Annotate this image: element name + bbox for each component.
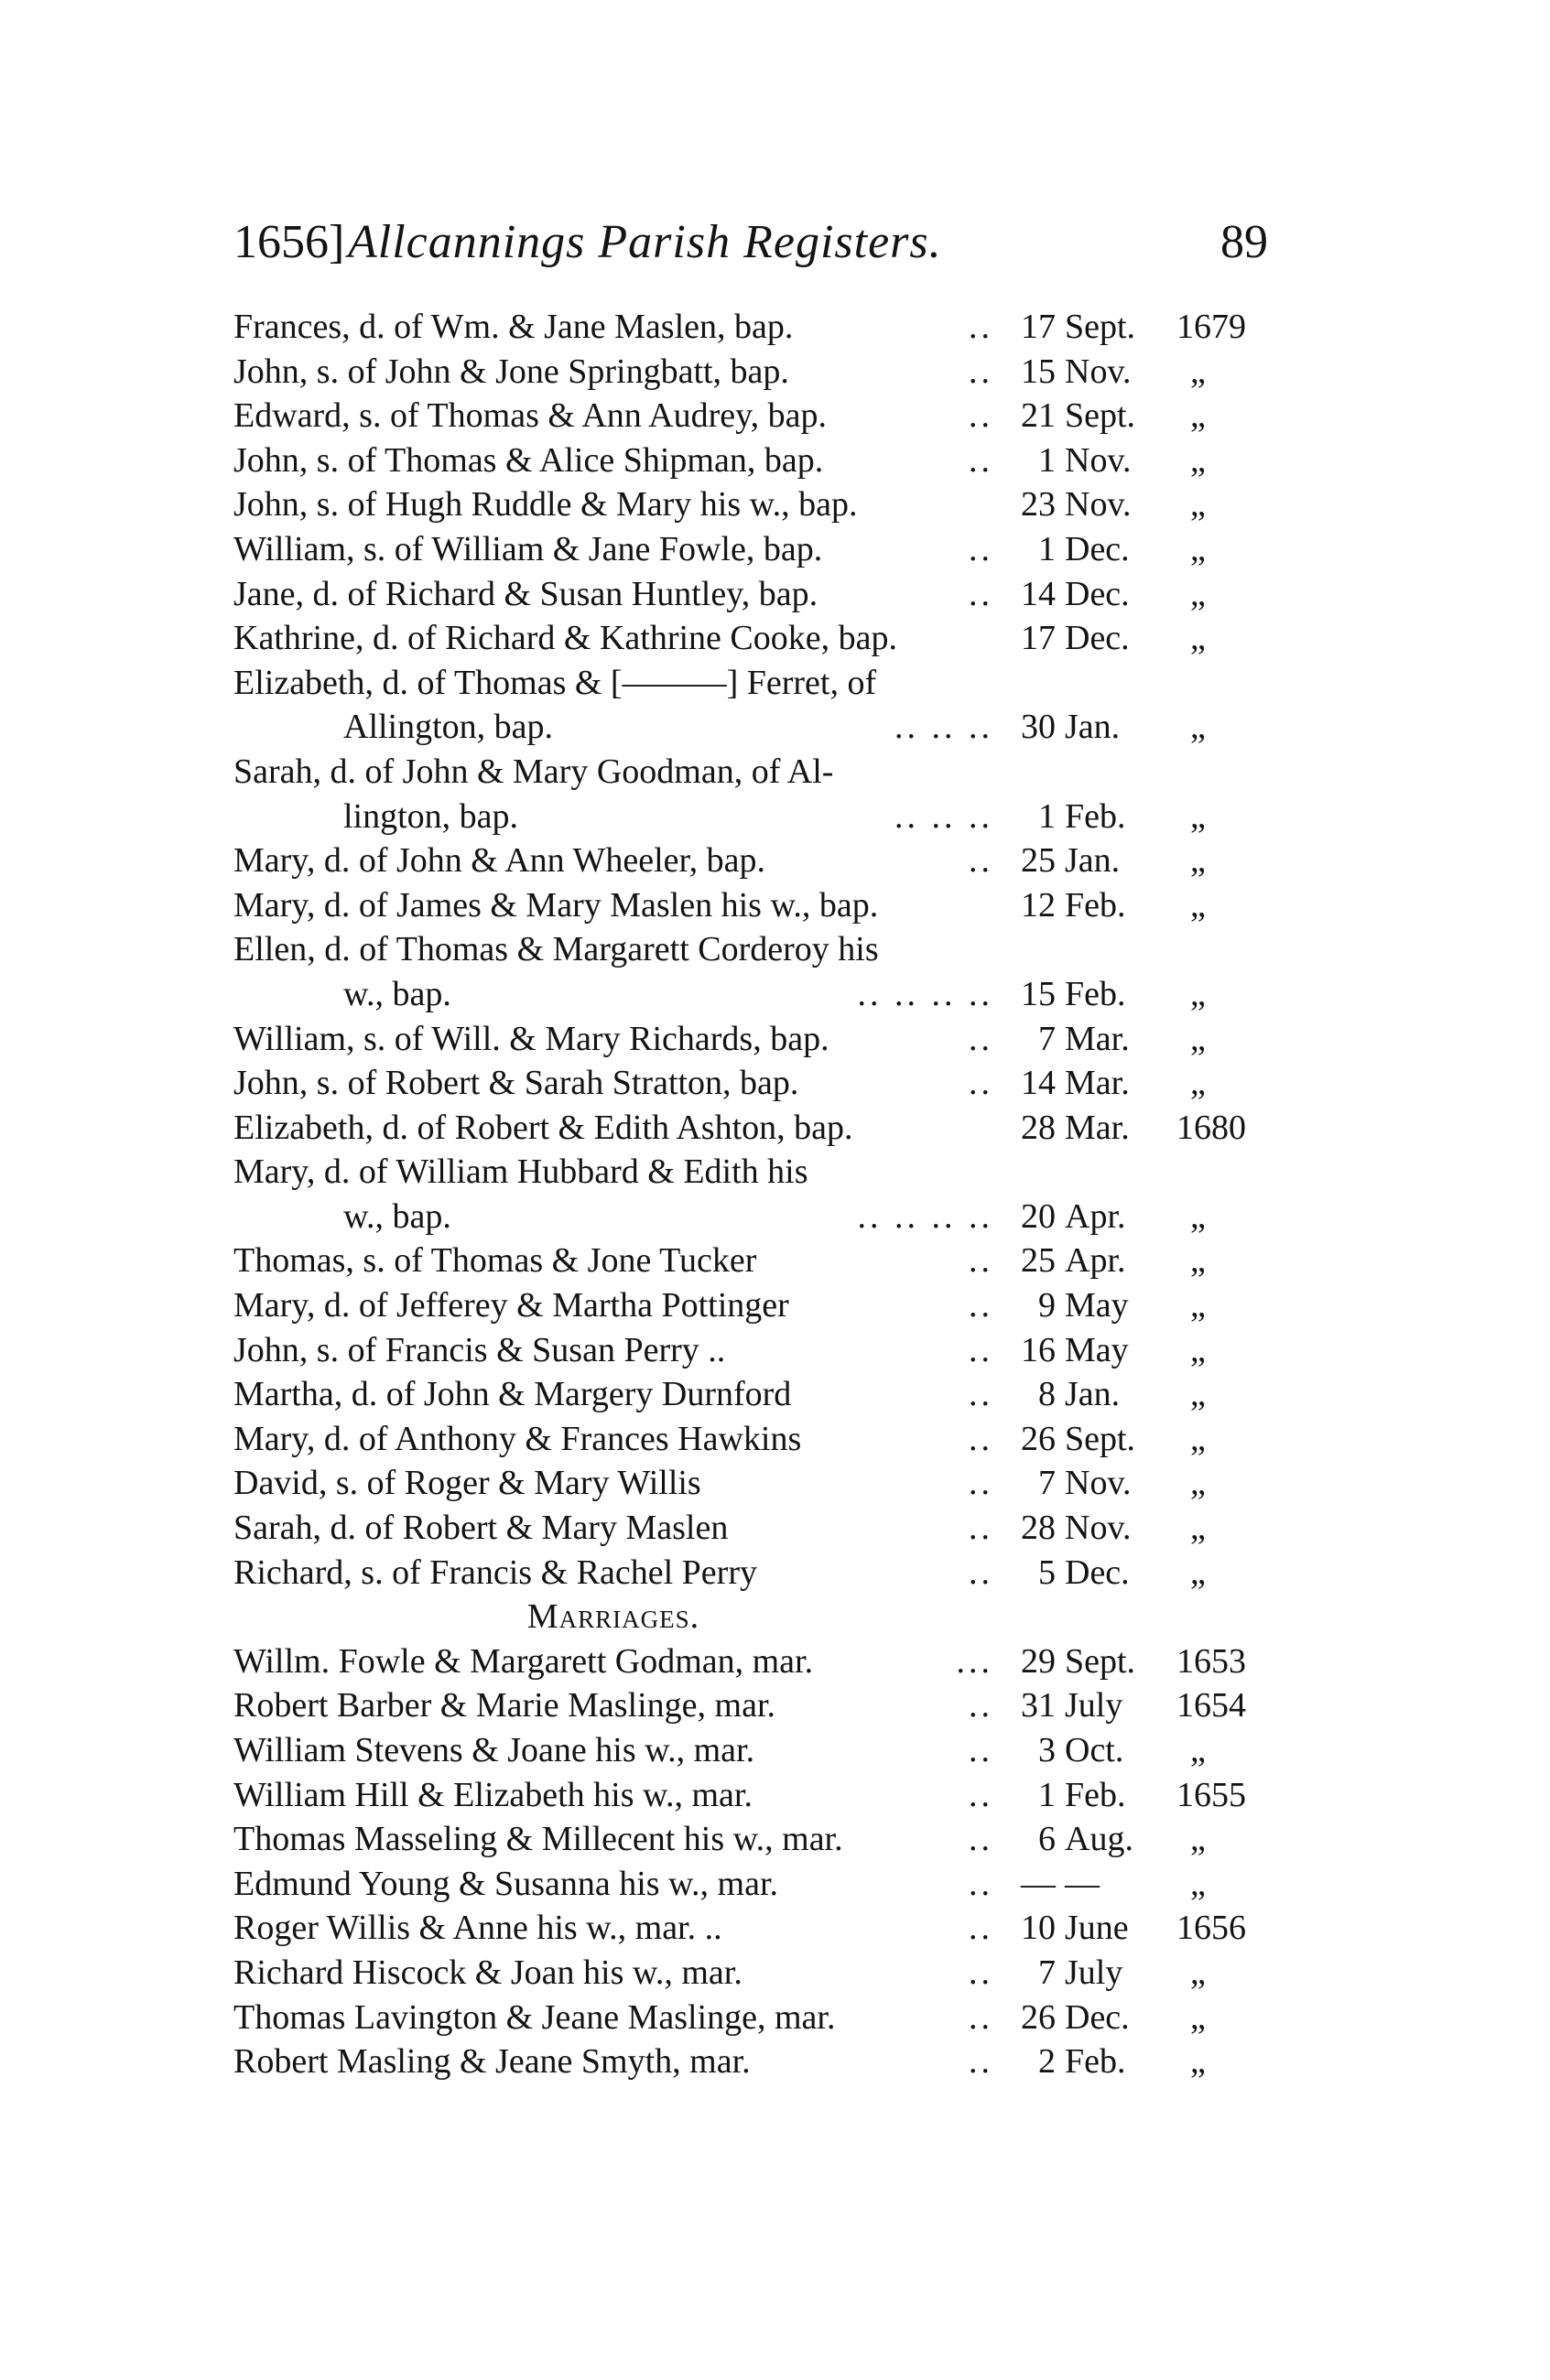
entry-name [233,1862,993,1907]
entry-name [343,1195,993,1239]
header-title: Allcannings Parish Registers. [348,216,942,268]
register-entry [233,394,1268,438]
entry-month: Dec. [1065,529,1130,568]
leader-dots: .. [963,1372,993,1417]
ditto-mark: „ [1190,396,1206,436]
entry-name-text: William Stevens & Joane his w., mar. [233,1731,755,1769]
page-number: 89 [1220,216,1268,268]
entry-day: 31 [1021,1686,1056,1726]
entry-name [343,705,993,750]
entry-name-text: Allington, bap. [343,708,554,747]
entry-name-text: w., bap. [343,1196,451,1236]
leader-dots: .. [963,1506,993,1551]
entry-name [233,1239,993,1283]
register-entry [233,350,1268,395]
leader-dots: .. [963,394,993,438]
register-entry [233,1817,1268,1862]
entry-name-text: David, s. of Roger & Mary Willis [233,1464,701,1503]
entry-day: 2 [1038,2042,1056,2082]
leader-dots: .. [963,1683,993,1728]
leader-dots: .. .. .. [889,795,993,839]
entry-name [233,883,993,928]
leader-dots: .. [963,1817,993,1862]
leader-dots: .. .. .. .. [852,972,994,1017]
entry-name [233,2039,993,2084]
ditto-mark: „ [1190,841,1206,881]
entry-name [233,527,993,572]
leader-dots: .. [963,1283,993,1328]
entry-day: 7 [1038,1953,1056,1992]
header-year: 1656] [233,216,345,268]
entry-name-text: Marriages. [526,1597,700,1637]
entry-name-text: William, s. of Will. & Mary Richards, bap. [233,1019,829,1058]
entry-year: 1655 [1176,1775,1246,1814]
entry-month: Apr. [1065,1241,1126,1281]
register-entry [233,438,1268,483]
entry-name [233,1773,993,1818]
entry-name-text: William, s. of William & Jane Fowle, bap. [233,529,823,568]
ditto-mark: „ [1190,1019,1206,1058]
ditto-mark: „ [1190,485,1206,525]
leader-dots: .. [963,572,993,617]
entry-name-text: Richard Hiscock & Joan his w., mar. [233,1953,742,1992]
register-entry [233,1728,1268,1773]
entry-name-text: Martha, d. of John & Margery Durnford [233,1375,792,1414]
entry-month: — [1065,1864,1100,1903]
register-entry [233,1195,1268,1239]
entry-day: 28 [1021,1108,1056,1147]
entry-name [343,972,993,1017]
entry-month: Feb. [1065,1775,1126,1814]
leader-dots: .. [963,2039,993,2084]
entry-year: 1654 [1176,1686,1246,1726]
entry-month: Oct. [1065,1731,1124,1769]
entry-month: Jan. [1065,841,1121,881]
entry-name-text: lington, bap. [343,796,519,836]
register-entry [233,661,1268,706]
entry-month: Sept. [1065,396,1136,436]
entry-month: Nov. [1065,1464,1132,1503]
entry-name-text: John, s. of Robert & Sarah Stratton, bap. [233,1064,799,1103]
register-entry [233,1906,1268,1951]
register-entry [233,1506,1268,1551]
entry-name-text: Elizabeth, d. of Thomas & [———] Ferret, of [233,663,877,702]
register-entry [233,838,1268,883]
leader-dots: .. [963,1773,993,1818]
entry-name-text: Robert Masling & Jeane Smyth, mar. [233,2042,751,2082]
entry-year: 1679 [1176,308,1246,346]
ditto-mark: „ [1190,2042,1206,2082]
register-entry [233,1417,1268,1462]
entry-day: 1 [1038,1775,1056,1814]
entry-day: 16 [1021,1330,1056,1369]
entry-name-text: Mary, d. of James & Mary Maslen his w., bap. [233,885,879,925]
leader-dots: ... [951,1639,994,1684]
register-entry [233,305,1268,350]
entry-month: July [1065,1686,1123,1726]
ditto-mark: „ [1190,1330,1206,1369]
entry-name-text: Richard, s. of Francis & Rachel Perry [233,1552,757,1592]
register-entry [233,1683,1268,1728]
leader-dots: .. [963,1328,993,1373]
entry-name [233,661,993,706]
entry-name [233,1506,993,1551]
register-entry [233,527,1268,572]
entry-month: July [1065,1953,1123,1992]
entry-name [233,305,993,350]
entry-name-text: Jane, d. of Richard & Susan Huntley, bap. [233,574,818,613]
entry-name [233,1328,993,1373]
entry-name-text: Mary, d. of Jefferey & Martha Pottinger [233,1286,789,1325]
ditto-mark: „ [1190,1064,1206,1103]
entry-name [233,750,993,795]
ditto-mark: „ [1190,1731,1206,1769]
entry-name-text: Thomas Lavington & Jeane Maslinge, mar. [233,1997,836,2037]
entry-day: 12 [1021,885,1056,925]
ditto-mark: „ [1190,1241,1206,1281]
leader-dots: .. [963,1017,993,1062]
ditto-mark: „ [1190,529,1206,568]
register-entry [233,1461,1268,1506]
entry-name-text: Sarah, d. of Robert & Mary Maslen [233,1509,729,1548]
entry-month: May [1065,1330,1129,1369]
entry-name [343,795,993,839]
leader-dots: .. [963,1996,993,2040]
entry-day: 1 [1038,796,1056,836]
leader-dots: .. [963,1461,993,1506]
entry-name-text: Thomas Masseling & Millecent his w., mar. [233,1820,843,1859]
entry-day: 7 [1038,1019,1056,1058]
entry-name [233,572,993,617]
ditto-mark: „ [1190,1953,1206,1992]
entry-name [233,1951,993,1996]
entry-day: 8 [1038,1375,1056,1414]
entry-month: Aug. [1065,1820,1133,1859]
ditto-mark: „ [1190,574,1206,613]
entry-month: Dec. [1065,574,1130,613]
entry-name-text: John, s. of John & Jone Springbatt, bap. [233,352,789,391]
entry-name-text: Willm. Fowle & Margarett Godman, mar. [233,1641,814,1681]
register-entry [233,1061,1268,1106]
register-entry [233,1239,1268,1283]
entry-day: 28 [1021,1509,1056,1548]
entry-name [233,438,993,483]
entry-day: 25 [1021,1241,1056,1281]
entry-name [233,1283,993,1328]
register-entry [233,1150,1268,1195]
section-title [233,1595,993,1639]
entry-name-text: Elizabeth, d. of Robert & Edith Ashton, bap. [233,1108,853,1147]
entry-month: Nov. [1065,440,1132,480]
leader-dots: .. [963,1728,993,1773]
entry-name [233,1461,993,1506]
entry-day: 25 [1021,841,1056,881]
entry-day: 21 [1021,396,1056,436]
entry-name-text: William Hill & Elizabeth his w., mar. [233,1775,753,1814]
register-entry [233,616,1268,661]
register-entry [233,1773,1268,1818]
entry-day: 1 [1038,529,1056,568]
leader-dots: .. [963,838,993,883]
ditto-mark: „ [1190,1286,1206,1325]
ditto-mark: „ [1190,1509,1206,1548]
leader-dots: .. [963,305,993,350]
register-entry [233,1328,1268,1373]
register-entry [233,750,1268,795]
entry-day: 3 [1038,1731,1056,1769]
entry-name-text: Sarah, d. of John & Mary Goodman, of Al- [233,752,834,791]
entry-month: Sept. [1065,1419,1136,1458]
entry-name [233,1061,993,1106]
entry-year: 1653 [1176,1641,1246,1681]
entry-month: Nov. [1065,485,1132,525]
entry-day: 17 [1021,308,1056,346]
register-entries [233,305,1268,2084]
entry-month: Nov. [1065,352,1132,391]
register-entry [233,705,1268,750]
leader-dots: .. [963,350,993,395]
entry-month: Feb. [1065,885,1126,925]
entry-name [233,394,993,438]
entry-month: Dec. [1065,1552,1130,1592]
leader-dots: .. [963,1862,993,1907]
entry-year: 1680 [1176,1108,1246,1147]
entry-name [233,1728,993,1773]
register-entry [233,1283,1268,1328]
entry-day: 29 [1021,1641,1056,1681]
entry-day: 10 [1021,1909,1056,1948]
leader-dots: .. [963,1551,993,1596]
entry-name [233,1017,993,1062]
entry-name-text: John, s. of Hugh Ruddle & Mary his w., bap. [233,485,858,525]
ditto-mark: „ [1190,1464,1206,1503]
entry-name-text: Thomas, s. of Thomas & Jone Tucker [233,1241,757,1281]
ditto-mark: „ [1190,1552,1206,1592]
register-entry [233,927,1268,972]
register-entry [233,972,1268,1017]
entry-day: 7 [1038,1464,1056,1503]
entry-day: 17 [1021,619,1056,658]
entry-day: 30 [1021,708,1056,747]
entry-name-text: Frances, d. of Wm. & Jane Maslen, bap. [233,308,794,346]
entry-day: 23 [1021,485,1056,525]
ditto-mark: „ [1190,974,1206,1013]
ditto-mark: „ [1190,440,1206,480]
entry-day: 15 [1021,352,1056,391]
ditto-mark: „ [1190,352,1206,391]
entry-month: Feb. [1065,2042,1126,2082]
entry-month: Sept. [1065,308,1136,346]
running-header [233,206,1268,279]
register-entry [233,1951,1268,1996]
leader-dots: .. [963,1951,993,1996]
entry-day: 6 [1038,1820,1056,1859]
ditto-mark: „ [1190,1997,1206,2037]
entry-month: Nov. [1065,1509,1132,1548]
ditto-mark: „ [1190,1375,1206,1414]
entry-name [233,1551,993,1596]
register-entry [233,482,1268,527]
entry-name-text: Robert Barber & Marie Maslinge, mar. [233,1686,776,1726]
entry-name [233,1106,993,1151]
entry-name-text: John, s. of Thomas & Alice Shipman, bap. [233,440,824,480]
ditto-mark: „ [1190,1820,1206,1859]
entry-name-text: Mary, d. of William Hubbard & Edith his [233,1152,808,1192]
entry-month: Dec. [1065,1997,1130,2037]
entry-day: 26 [1021,1419,1056,1458]
entry-name [233,1639,993,1684]
entry-name [233,1906,993,1951]
entry-name-text: Edward, s. of Thomas & Ann Audrey, bap. [233,396,828,436]
entry-day: 15 [1021,974,1056,1013]
entry-name [233,350,993,395]
entry-year: 1656 [1176,1909,1246,1948]
register-entry [233,2039,1268,2084]
entry-day: — [1021,1864,1056,1903]
entry-name [233,1996,993,2040]
entry-name [233,838,993,883]
entry-month: June [1065,1909,1129,1948]
register-entry [233,795,1268,839]
entry-day: 5 [1038,1552,1056,1592]
entry-name-text: John, s. of Francis & Susan Perry .. [233,1330,726,1369]
entry-day: 20 [1021,1196,1056,1236]
entry-month: Apr. [1065,1196,1126,1236]
entry-name [233,616,993,661]
ditto-mark: „ [1190,885,1206,925]
register-entry [233,1551,1268,1596]
entry-name [233,482,993,527]
entry-month: Sept. [1065,1641,1136,1681]
entry-name [233,1372,993,1417]
leader-dots: .. [963,527,993,572]
entry-name [233,1417,993,1462]
leader-dots: .. [963,1061,993,1106]
entry-name-text: Mary, d. of John & Ann Wheeler, bap. [233,841,766,881]
register-entry [233,1106,1268,1151]
entry-name-text: Ellen, d. of Thomas & Margarett Corderoy his [233,930,879,969]
ditto-mark: „ [1190,619,1206,658]
section-heading-marriages [233,1595,1268,1639]
entry-name-text: Roger Willis & Anne his w., mar. .. [233,1909,722,1948]
entry-name [233,1683,993,1728]
entry-name-text: Edmund Young & Susanna his w., mar. [233,1864,779,1903]
entry-day: 14 [1021,1064,1056,1103]
entry-month: Jan. [1065,1375,1121,1414]
entry-name [233,1817,993,1862]
entry-day: 26 [1021,1997,1056,2037]
register-entry [233,883,1268,928]
ditto-mark: „ [1190,1864,1206,1903]
entry-name [233,927,993,972]
register-page [233,206,1268,2084]
entry-name-text: Mary, d. of Anthony & Frances Hawkins [233,1419,802,1458]
register-entry [233,572,1268,617]
leader-dots: .. [963,1417,993,1462]
ditto-mark: „ [1190,1419,1206,1458]
entry-name-text: w., bap. [343,974,451,1013]
entry-day: 1 [1038,440,1056,480]
ditto-mark: „ [1190,708,1206,747]
register-entry [233,1017,1268,1062]
ditto-mark: „ [1190,796,1206,836]
entry-name-text: Kathrine, d. of Richard & Kathrine Cooke, bap. [233,619,897,658]
entry-month: May [1065,1286,1129,1325]
leader-dots: .. [963,1239,993,1283]
entry-month: Feb. [1065,974,1126,1013]
entry-month: Jan. [1065,708,1121,747]
register-entry [233,1372,1268,1417]
leader-dots: .. .. .. [889,705,993,750]
entry-name [233,1150,993,1195]
entry-day: 9 [1038,1286,1056,1325]
entry-month: Mar. [1065,1108,1130,1147]
register-entry [233,1639,1268,1684]
entry-month: Dec. [1065,619,1130,658]
entry-day: 14 [1021,574,1056,613]
register-entry [233,1862,1268,1907]
entry-month: Mar. [1065,1019,1130,1058]
entry-month: Mar. [1065,1064,1130,1103]
leader-dots: .. [963,1906,993,1951]
entry-month: Feb. [1065,796,1126,836]
register-entry [233,1996,1268,2040]
leader-dots: .. [963,438,993,483]
leader-dots: .. .. .. .. [852,1195,994,1239]
ditto-mark: „ [1190,1196,1206,1236]
